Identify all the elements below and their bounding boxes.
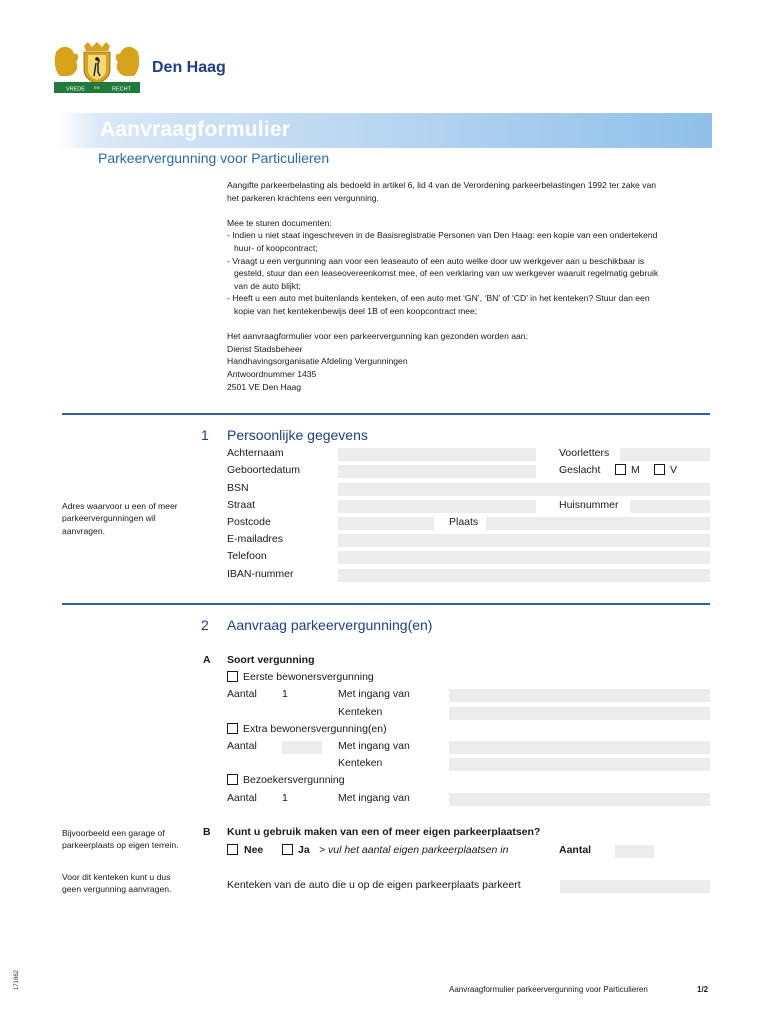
telefoon-label: Telefoon [227,550,267,562]
den-haag-logo [52,42,142,96]
geboortedatum-label: Geboortedatum [227,464,300,476]
voorletters-field[interactable] [620,448,710,461]
aantal-extra-field[interactable] [282,741,322,754]
geslacht-label: Geslacht [559,464,601,476]
straat-label: Straat [227,499,256,511]
ingang-eerste-field[interactable] [449,689,710,702]
page-subtitle: Parkeervergunning voor Particulieren [98,150,330,166]
soort-vergunning-title: Soort vergunning [227,654,315,666]
address-line: Handhavingsorganisatie Afdeling Vergunningen [227,356,408,367]
section-b-side-note-2 [62,871,202,896]
section-2-title: Aanvraag parkeervergunning(en) [227,617,433,633]
docs-line: kopie van het kentekenbewijs deel 1B of een koopcontract mee; [234,305,478,316]
subsection-b-letter: B [203,826,211,838]
docs-title: Mee te sturen documenten: [227,217,332,228]
section-divider [62,603,710,605]
docs-line: - Vraagt u een vergunning aan voor een leaseauto of een auto welke door uw werkgever aan u beschikbaar is [227,255,645,266]
side-note-line: Voor dit kenteken kunt u dus [62,872,171,882]
address-line: Het aanvraagformulier voor een parkeervergunning kan gezonden worden aan: [227,331,528,342]
section-1-number: 1 [201,427,209,443]
plaats-field[interactable] [486,517,710,530]
postcode-label: Postcode [227,516,271,528]
geslacht-m-checkbox[interactable] [615,464,626,475]
iban-field[interactable] [338,569,710,582]
nee-label: Nee [244,844,264,856]
bezoekers-label: Bezoekersvergunning [243,774,345,786]
brand-name: Den Haag [152,59,226,76]
postcode-field[interactable] [338,517,434,530]
kenteken-label: Kenteken [338,757,383,769]
intro-line: Aangifte parkeerbelasting als bedoeld in artikel 6, lid 4 van de Verordening parkeerbelastingen 1992 ter zake van [227,180,657,190]
page-number: 1/2 [697,985,709,994]
aantal-bezoek-value: 1 [282,792,288,804]
ingang-label: Met ingang van [338,792,410,804]
aantal-label: Aantal [227,792,257,804]
section-1-side-note [62,500,202,537]
eerste-bewoners-checkbox[interactable] [227,671,238,682]
aantal-label: Aantal [227,688,257,700]
geboortedatum-field[interactable] [338,465,536,478]
achternaam-label: Achternaam [227,447,284,459]
aantal-b-label: Aantal [559,844,592,856]
eigen-parkeerplaats-question: Kunt u gebruik maken van een of meer eigen parkeerplaatsen? [227,826,541,838]
aantal-hint: > vul het aantal eigen parkeerplaatsen in [319,844,509,856]
address-line: 2501 VE Den Haag [227,381,302,392]
kenteken-eigen-field[interactable] [560,880,710,893]
ingang-extra-field[interactable] [449,741,710,754]
docs-line: - Heeft u een auto met buitenlands kenteken, of een auto met ‘GN’, ‘BN’ of ‘CD’ in het kenteken? Stuur dan een [227,293,650,304]
geslacht-v-label: V [670,464,678,476]
logo-motto-mid: EN [94,85,100,90]
side-note-line: Adres waarvoor u een of meer [62,501,178,511]
extra-bewoners-label: Extra bewonersvergunning(en) [243,723,387,735]
bsn-label: BSN [227,482,249,494]
side-note-line: parkeerplaats op eigen terrein. [62,840,179,851]
intro-text [227,179,717,393]
huisnummer-field[interactable] [630,500,710,513]
nee-checkbox[interactable] [227,844,238,855]
aantal-label: Aantal [227,740,257,752]
extra-bewoners-checkbox[interactable] [227,723,238,734]
huisnummer-label: Huisnummer [559,499,619,511]
iban-label: IBAN-nummer [227,568,294,580]
intro-line: het parkeren krachtens een vergunning. [227,192,379,203]
document-number: 171862 [14,969,20,990]
side-note-line: parkeervergunningen wil [62,513,156,524]
geslacht-m-label: M [631,464,640,476]
subsection-a-letter: A [203,654,211,666]
ingang-label: Met ingang van [338,740,410,752]
email-field[interactable] [338,534,710,547]
plaats-label: Plaats [449,516,479,528]
section-divider [62,413,710,415]
logo-motto-right: RECHT [112,86,131,93]
section-1-title: Persoonlijke gegevens [227,427,368,443]
aantal-parkeerplaatsen-field[interactable] [615,845,654,858]
geslacht-v-checkbox[interactable] [654,464,665,475]
eerste-bewoners-label: Eerste bewonersvergunning [243,671,374,683]
address-line: Dienst Stadsbeheer [227,343,303,354]
section-b-side-note-1 [62,827,202,852]
achternaam-field[interactable] [338,448,536,461]
ja-label: Ja [298,844,310,856]
docs-line: van de auto blijkt; [234,280,301,291]
page-title: Aanvraagformulier [100,118,291,141]
email-label: E-mailadres [227,533,284,545]
kenteken-label: Kenteken [338,706,383,718]
side-note-line: geen vergunning aanvragen. [62,884,172,895]
address-line: Antwoordnummer 1435 [227,368,317,379]
telefoon-field[interactable] [338,551,710,564]
ingang-label: Met ingang van [338,688,410,700]
side-note-line: aanvragen. [62,525,106,536]
ingang-bezoek-field[interactable] [449,793,710,806]
docs-line: huur- of koopcontract; [234,242,318,253]
kenteken-eigen-label: Kenteken van de auto die u op de eigen parkeerplaats parkeert [227,879,521,891]
logo-motto-left: VREDE [66,86,85,93]
straat-field[interactable] [338,500,536,513]
bezoekers-checkbox[interactable] [227,774,238,785]
footer-title: Aanvraagformulier parkeervergunning voor Particulieren [449,985,648,994]
docs-line: - Indien u niet staat ingeschreven in de Basisregistratie Personen van Den Haag: een kopie van een ondertekend [227,230,658,241]
kenteken-extra-field[interactable] [449,758,710,771]
docs-line: gesteld, stuur dan een leaseovereenkomst mee, of een verklaring van uw werkgever waaruit regelmatig gebruik [234,268,659,279]
kenteken-eerste-field[interactable] [449,707,710,720]
voorletters-label: Voorletters [559,447,610,459]
aantal-eerste-value: 1 [282,688,288,700]
section-2-number: 2 [201,617,209,633]
ja-checkbox[interactable] [282,844,293,855]
side-note-line: Bijvoorbeeld een garage of [62,828,165,838]
bsn-field[interactable] [338,483,710,496]
